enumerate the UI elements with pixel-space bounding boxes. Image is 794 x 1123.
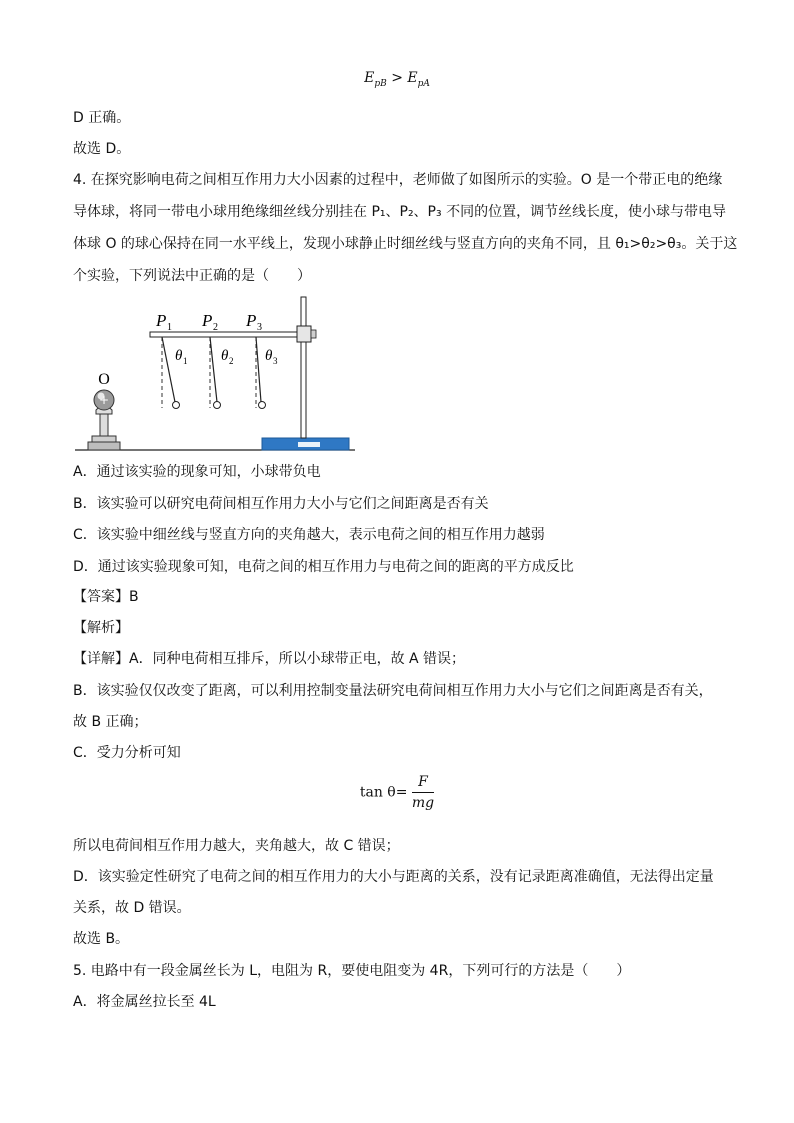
q4-detail-line-1: 【详解】A．同种电荷相互排斥，所以小球带正电，故 A 错误；: [73, 651, 466, 667]
prev-d-correct: D 正确。: [73, 110, 131, 126]
q4-stem-line-2: 导体球，将同一带电小球用绝缘细丝线分别挂在 P₁、P₂、P₃ 不同的位置，调节丝线长度，使小球与带电导: [73, 204, 727, 220]
q4-figure: [70, 292, 370, 457]
q4-stem-line-4: 个实验，下列说法中正确的是（ ）: [73, 268, 311, 284]
fraction-denominator: mg: [411, 795, 435, 811]
q4-stem-line-3: 体球 O 的球心保持在同一水平线上，发现小球静止时细丝线与竖直方向的夹角不同，且 θ₁>θ₂>θ₃。关于这: [73, 236, 738, 252]
tan-formula-lhs: tan θ=: [359, 784, 408, 801]
formula-rhs-sub: pA: [417, 78, 430, 89]
q4-stem-line-1: 4. 在探究影响电荷之间相互作用力大小因素的过程中，老师做了如图所示的实验。O 是一个带正电的绝缘: [73, 172, 723, 188]
q4-option-b: B．该实验可以研究电荷间相互作用力大小与它们之间距离是否有关: [73, 496, 489, 512]
thread-2: [210, 337, 217, 402]
ball-3: [259, 402, 266, 409]
label-p1: P: [156, 311, 167, 330]
label-p3-sub: 3: [257, 322, 262, 333]
thread-1: [162, 337, 175, 402]
q4-option-a: A．通过该实验的现象可知，小球带负电: [73, 464, 321, 480]
clamp: [297, 326, 311, 342]
stand-pole: [301, 297, 306, 438]
fraction-numerator: F: [412, 774, 434, 793]
q4-option-d: D．通过该实验现象可知，电荷之间的相互作用力与电荷之间的距离的平方成反比: [73, 559, 574, 575]
q5-stem: 5. 电路中有一段金属丝长为 L，电阻为 R，要使电阻变为 4R，下列可行的方法是（ ）: [73, 963, 631, 979]
ball-2: [214, 402, 221, 409]
formula-rhs: E: [407, 70, 418, 86]
q4-detail-line-2: B．该实验仅仅改变了距离，可以利用控制变量法研究电荷间相互作用力大小与它们之间距离是否有关，: [73, 683, 713, 699]
q4-detail2-line-2: D．该实验定性研究了电荷之间的相互作用力的大小与距离的关系，没有记录距离准确值，无法得出定量: [73, 869, 714, 885]
q4-detail2-line-3: 关系，故 D 错误。: [73, 900, 191, 916]
angle-theta1-sub: 1: [183, 356, 188, 366]
q4-answer: 【答案】B: [73, 589, 139, 605]
ball-1: [173, 402, 180, 409]
angle-theta3: θ: [265, 348, 273, 364]
q5-option-a: A．将金属丝拉长至 4L: [73, 994, 216, 1010]
label-p3: P: [246, 311, 257, 330]
q4-analysis-heading: 【解析】: [73, 620, 129, 636]
insulator-stand: [100, 412, 108, 436]
prev-choose: 故选 D。: [73, 141, 131, 157]
q4-option-c: C．该实验中细丝线与竖直方向的夹角越大，表示电荷之间的相互作用力越弱: [73, 527, 545, 543]
angle-theta3-sub: 3: [273, 356, 278, 366]
sphere-plus-sign: +: [98, 393, 110, 407]
thread-3: [256, 337, 261, 402]
tan-formula: [0, 774, 794, 811]
angle-theta2: θ: [221, 348, 229, 364]
label-o: O: [98, 371, 110, 388]
insulator-base: [92, 436, 116, 442]
label-p2-sub: 2: [213, 322, 218, 333]
label-p2: P: [202, 311, 213, 330]
horizontal-bar: [150, 332, 302, 337]
tan-formula-fraction: [412, 774, 434, 811]
q4-detail2-line-4: 故选 B。: [73, 931, 130, 947]
top-formula: [0, 70, 794, 89]
q4-detail-line-3: 故 B 正确；: [73, 714, 148, 730]
angle-theta2-sub: 2: [229, 356, 234, 366]
formula-lhs: E: [364, 70, 375, 86]
label-p1-sub: 1: [167, 322, 172, 333]
q4-detail-line-4: C．受力分析可知: [73, 745, 181, 761]
formula-lhs-sub: pB: [374, 78, 387, 89]
formula-operator: >: [391, 70, 403, 86]
angle-theta1: θ: [175, 348, 183, 364]
q4-detail2-line-1: 所以电荷间相互作用力越大，夹角越大，故 C 错误；: [73, 838, 400, 854]
